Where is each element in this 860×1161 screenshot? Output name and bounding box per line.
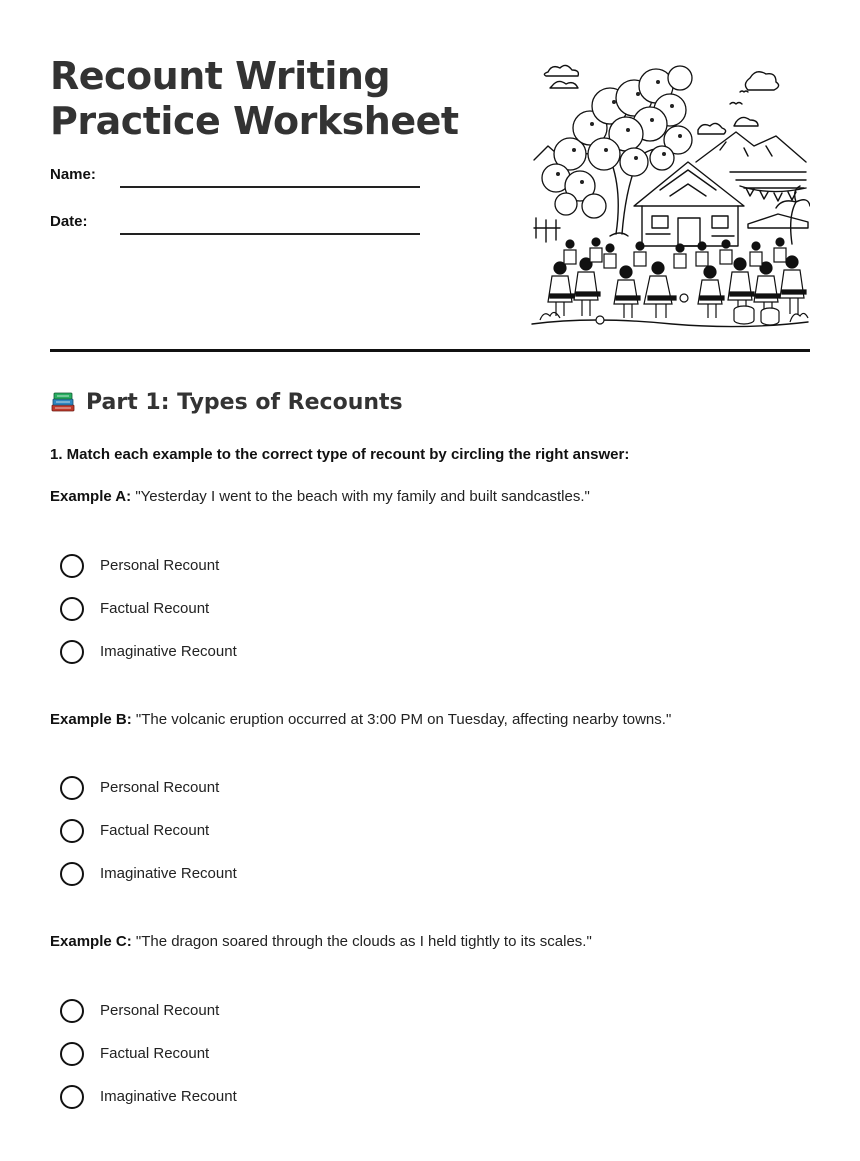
answer-circle[interactable] <box>60 999 84 1023</box>
answer-circle[interactable] <box>60 1042 84 1066</box>
example-a <box>50 488 590 505</box>
example-a-options <box>60 544 460 673</box>
example-a-option-personal[interactable] <box>60 544 460 587</box>
example-c-option-personal[interactable] <box>60 989 460 1032</box>
example-b-options <box>60 766 460 895</box>
answer-circle[interactable] <box>60 554 84 578</box>
example-b-text: "The volcanic eruption occurred at 3:00 PM on Tuesday, affecting nearby towns." <box>135 711 672 728</box>
example-b <box>50 711 671 728</box>
festival-illustration <box>530 58 810 330</box>
answer-circle[interactable] <box>60 819 84 843</box>
example-b-option-factual[interactable] <box>60 809 460 852</box>
date-field[interactable] <box>50 213 430 243</box>
answer-circle[interactable] <box>60 776 84 800</box>
option-label: Factual Recount <box>100 822 210 839</box>
example-a-option-imaginative[interactable] <box>60 630 460 673</box>
date-label: Date: <box>50 213 88 230</box>
example-c-label: Example C: <box>50 933 132 950</box>
part1-title <box>50 389 403 415</box>
name-label: Name: <box>50 166 96 183</box>
answer-circle[interactable] <box>60 640 84 664</box>
option-label: Imaginative Recount <box>100 643 237 660</box>
option-label: Personal Recount <box>100 779 220 796</box>
option-label: Personal Recount <box>100 1002 220 1019</box>
option-label: Imaginative Recount <box>100 865 237 882</box>
example-a-text: "Yesterday I went to the beach with my family and built sandcastles." <box>135 488 590 505</box>
example-b-label: Example B: <box>50 711 132 728</box>
option-label: Factual Recount <box>100 600 210 617</box>
option-label: Imaginative Recount <box>100 1088 237 1105</box>
part1-title-text: Part 1: Types of Recounts <box>86 389 403 415</box>
header-divider <box>50 349 810 352</box>
example-c-option-factual[interactable] <box>60 1032 460 1075</box>
example-b-option-personal[interactable] <box>60 766 460 809</box>
question-1-instruction: 1. Match each example to the correct type of recount by circling the right answer: <box>50 446 630 463</box>
option-label: Personal Recount <box>100 557 220 574</box>
answer-circle[interactable] <box>60 1085 84 1109</box>
example-c-text: "The dragon soared through the clouds as I held tightly to its scales." <box>135 933 592 950</box>
worksheet-title <box>50 54 510 144</box>
answer-circle[interactable] <box>60 862 84 886</box>
title-line-1: Recount Writing <box>50 54 391 98</box>
example-a-option-factual[interactable] <box>60 587 460 630</box>
example-c-option-imaginative[interactable] <box>60 1075 460 1118</box>
title-line-2: Practice Worksheet <box>50 99 459 143</box>
example-a-label: Example A: <box>50 488 132 505</box>
name-field[interactable] <box>50 166 430 196</box>
answer-circle[interactable] <box>60 597 84 621</box>
option-label: Factual Recount <box>100 1045 210 1062</box>
example-c <box>50 933 592 950</box>
example-c-options <box>60 989 460 1118</box>
books-icon <box>50 389 76 415</box>
date-write-line[interactable] <box>120 233 420 235</box>
name-write-line[interactable] <box>120 186 420 188</box>
example-b-option-imaginative[interactable] <box>60 852 460 895</box>
